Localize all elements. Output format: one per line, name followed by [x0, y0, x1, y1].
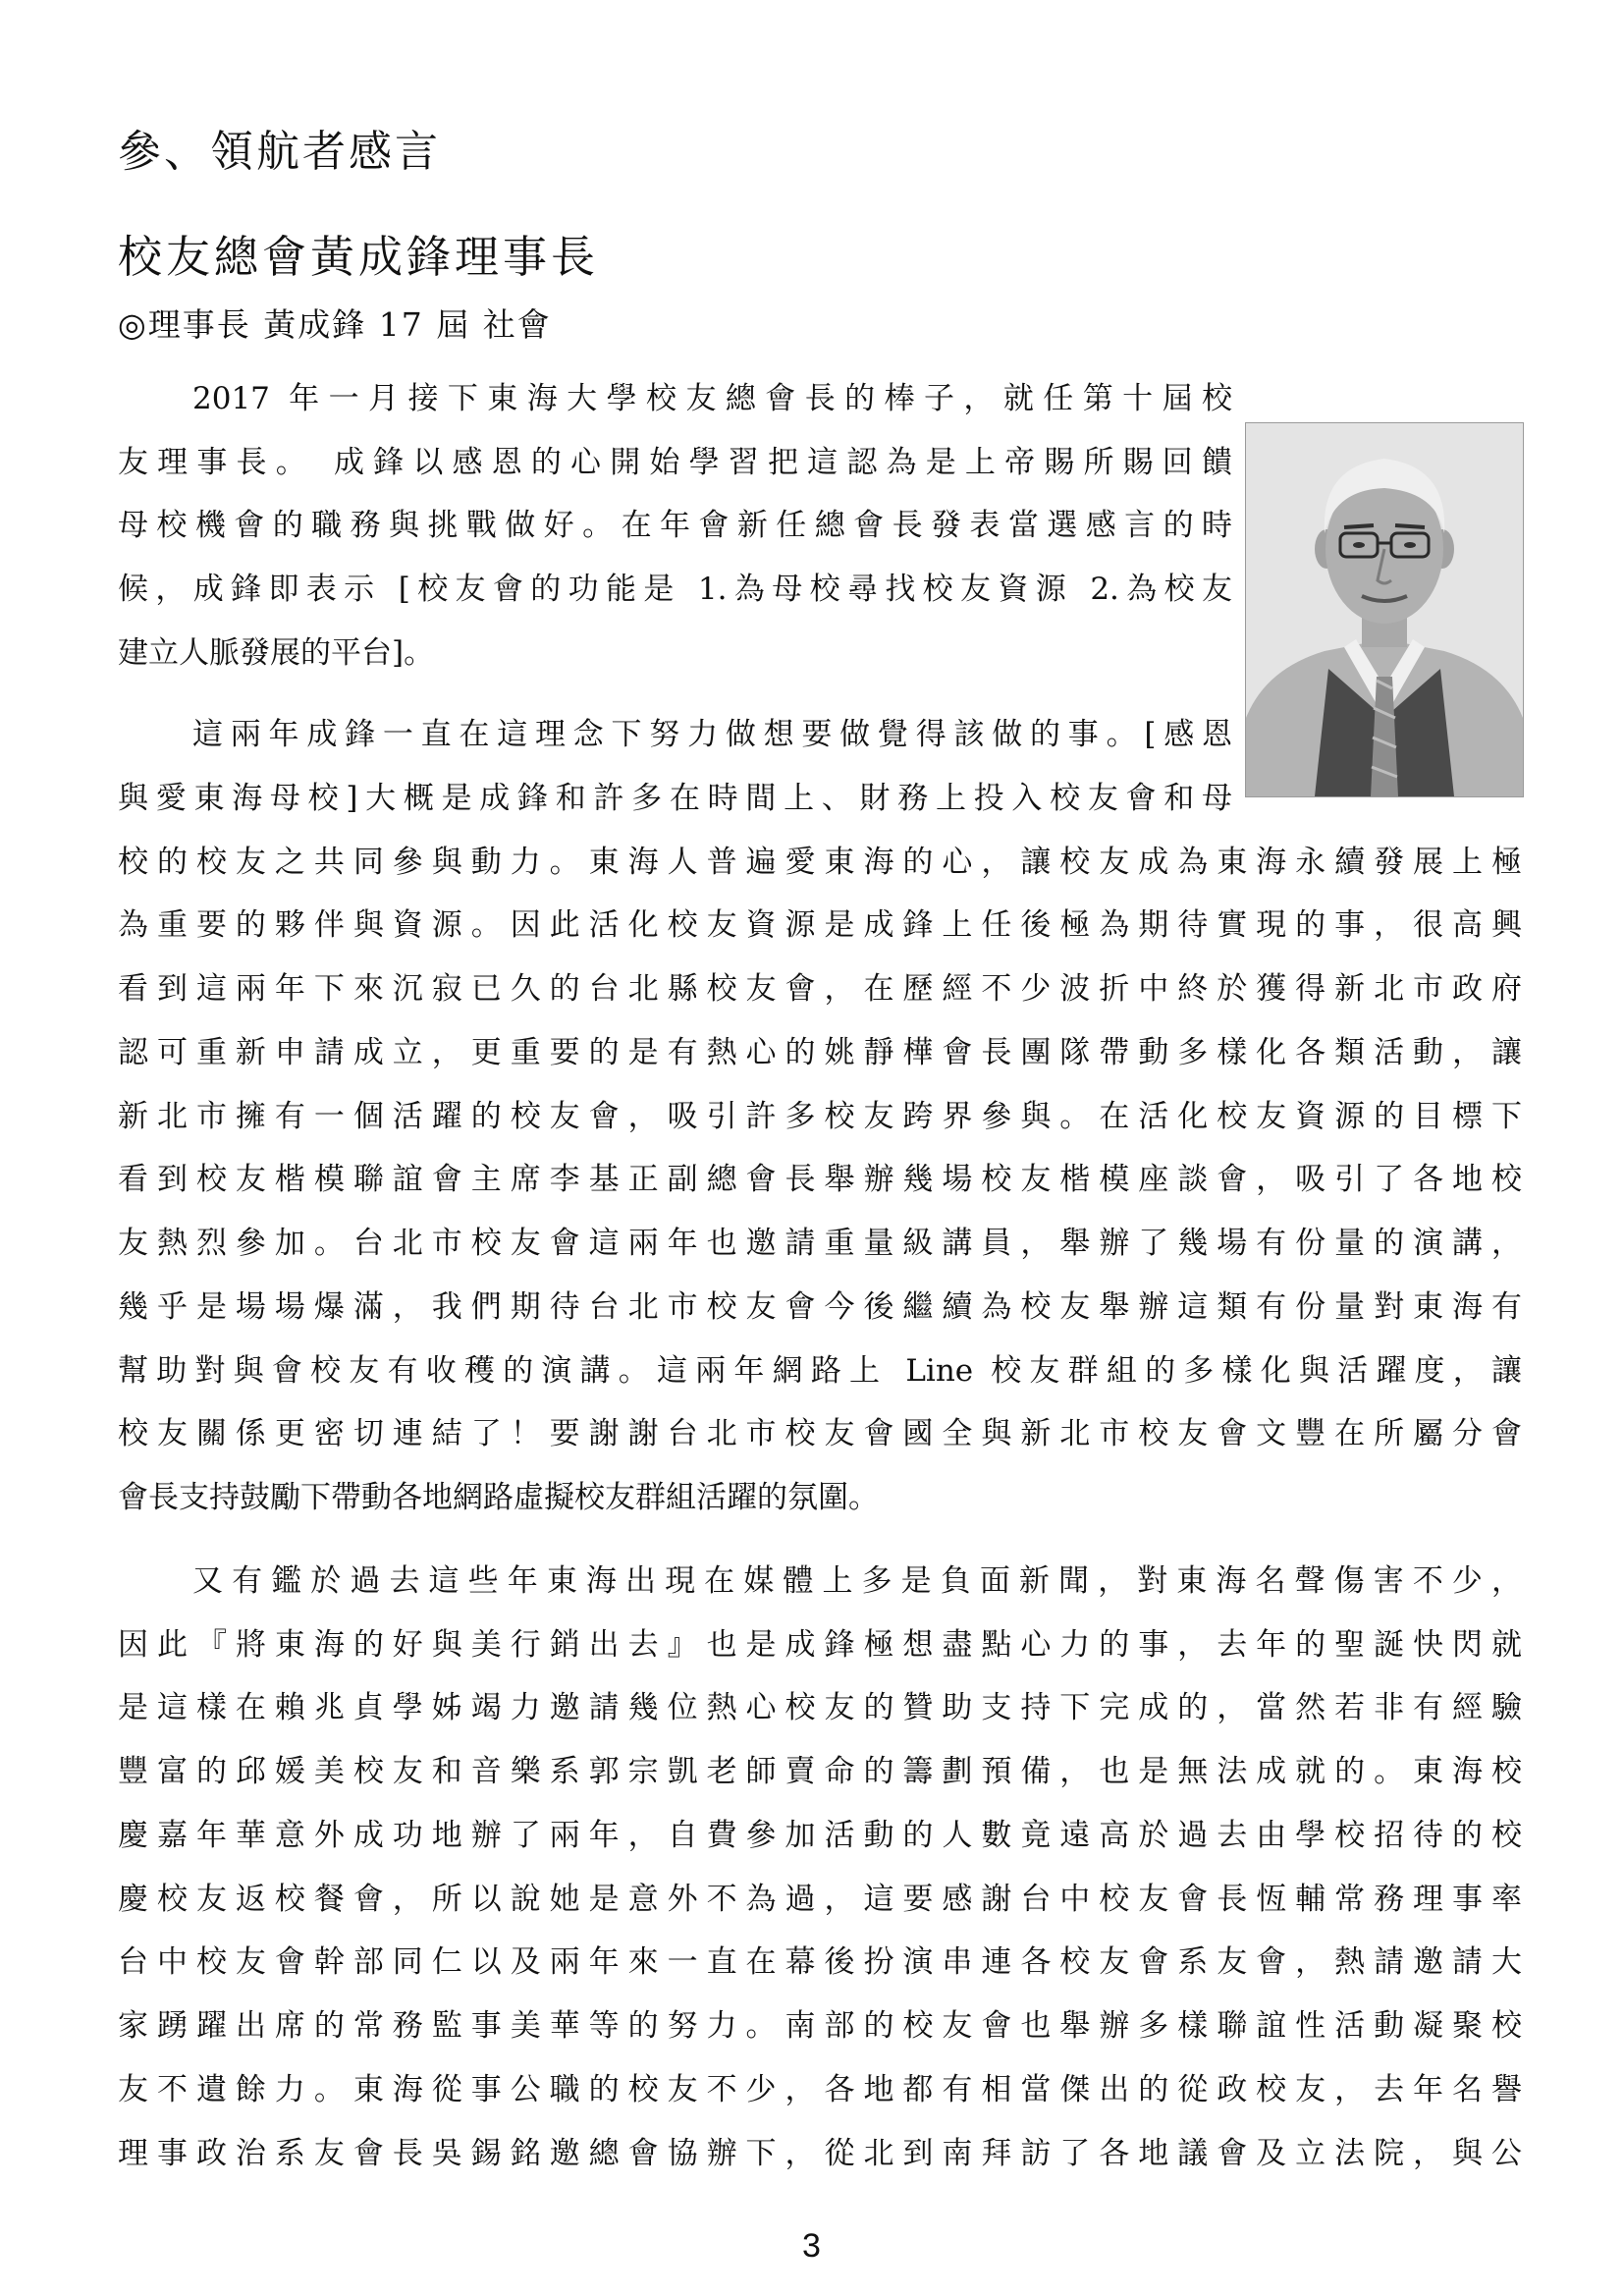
body-line: 看到校友楷模聯誼會主席李基正副總會長舉辦幾場校友楷模座談會，吸引了各地校	[118, 1162, 1522, 1197]
body-line: 為重要的夥伴與資源。因此活化校友資源是成鋒上任後極為期待實現的事，很高興	[118, 907, 1522, 943]
section-heading: 參、領航者感言	[118, 127, 441, 177]
body-line: 新北市擁有一個活躍的校友會，吸引許多校友跨界參與。在活化校友資源的目標下	[118, 1099, 1522, 1134]
body-line: 友熱烈參加。台北市校友會這兩年也邀請重量級講員，舉辦了幾場有份量的演講，	[118, 1226, 1522, 1261]
body-line: 是這樣在賴兆貞學姊竭力邀請幾位熱心校友的贊助支持下完成的，當然若非有經驗	[118, 1690, 1522, 1725]
body-line: 台中校友會幹部同仁以及兩年來一直在幕後扮演串連各校友會系友會，熱請邀請大	[118, 1944, 1522, 1980]
article-title: 校友總會黃成鋒理事長	[118, 231, 600, 283]
body-line: 友不遺餘力。東海從事公職的校友不少，各地都有相當傑出的從政校友，去年名譽	[118, 2072, 1522, 2107]
body-line: 候，成鋒即表示 [校友會的功能是 1.為母校尋找校友資源 2.為校友	[118, 572, 1232, 607]
body-line: 幫助對與會校友有收穫的演講。這兩年網路上 Line 校友群組的多樣化與活躍度，讓	[118, 1353, 1522, 1389]
body-line: 認可重新申請成立，更重要的是有熱心的姚靜樺會長團隊帶動多樣化各類活動，讓	[118, 1035, 1522, 1070]
body-line: 友理事長。 成鋒以感恩的心開始學習把這認為是上帝賜所賜回饋	[118, 445, 1232, 480]
body-line: 與愛東海母校]大概是成鋒和許多在時間上、財務上投入校友會和母	[118, 781, 1232, 816]
body-line: 幾乎是場場爆滿，我們期待台北市校友會今後繼續為校友舉辦這類有份量對東海有	[118, 1289, 1522, 1325]
body-line: 校友關係更密切連結了！要謝謝台北市校友會國全與新北市校友會文豐在所屬分會	[118, 1416, 1522, 1451]
body-line: 會長支持鼓勵下帶動各地網路虛擬校友群組活躍的氛圍。	[118, 1480, 879, 1515]
body-line: 又有鑑於過去這些年東海出現在媒體上多是負面新聞，對東海名聲傷害不少，	[192, 1563, 1522, 1599]
portrait-photo	[1245, 422, 1524, 797]
body-line: 母校機會的職務與挑戰做好。在年會新任總會長發表當選感言的時	[118, 508, 1232, 543]
body-line: 校的校友之共同參與動力。東海人普遍愛東海的心，讓校友成為東海永續發展上極	[118, 845, 1522, 880]
page-number: 3	[802, 2227, 821, 2265]
byline: ◎理事長 黃成鋒 17 屆 社會	[118, 305, 552, 344]
portrait-illustration	[1246, 423, 1523, 796]
body-line: 家踴躍出席的常務監事美華等的努力。南部的校友會也舉辦多樣聯誼性活動凝聚校	[118, 2008, 1522, 2044]
body-line: 看到這兩年下來沉寂已久的台北縣校友會，在歷經不少波折中終於獲得新北市政府	[118, 971, 1522, 1007]
body-line: 豐富的邱媛美校友和音樂系郭宗凱老師賣命的籌劃預備，也是無法成就的。東海校	[118, 1754, 1522, 1789]
body-line: 慶校友返校餐會，所以說她是意外不為過，這要感謝台中校友會長恆輔常務理事率	[118, 1882, 1522, 1917]
body-line: 2017 年一月接下東海大學校友總會長的棒子，就任第十屆校	[192, 381, 1232, 416]
body-line: 因此『將東海的好與美行銷出去』也是成鋒極想盡點心力的事，去年的聖誕快閃就	[118, 1627, 1522, 1663]
body-line: 這兩年成鋒一直在這理念下努力做想要做覺得該做的事。[感恩	[192, 717, 1232, 752]
body-line: 慶嘉年華意外成功地辦了兩年，自費參加活動的人數竟遠高於過去由學校招待的校	[118, 1818, 1522, 1853]
body-line: 理事政治系友會長吳錫銘邀總會協辦下，從北到南拜訪了各地議會及立法院，與公	[118, 2136, 1522, 2171]
body-line: 建立人脈發展的平台]。	[118, 635, 435, 671]
